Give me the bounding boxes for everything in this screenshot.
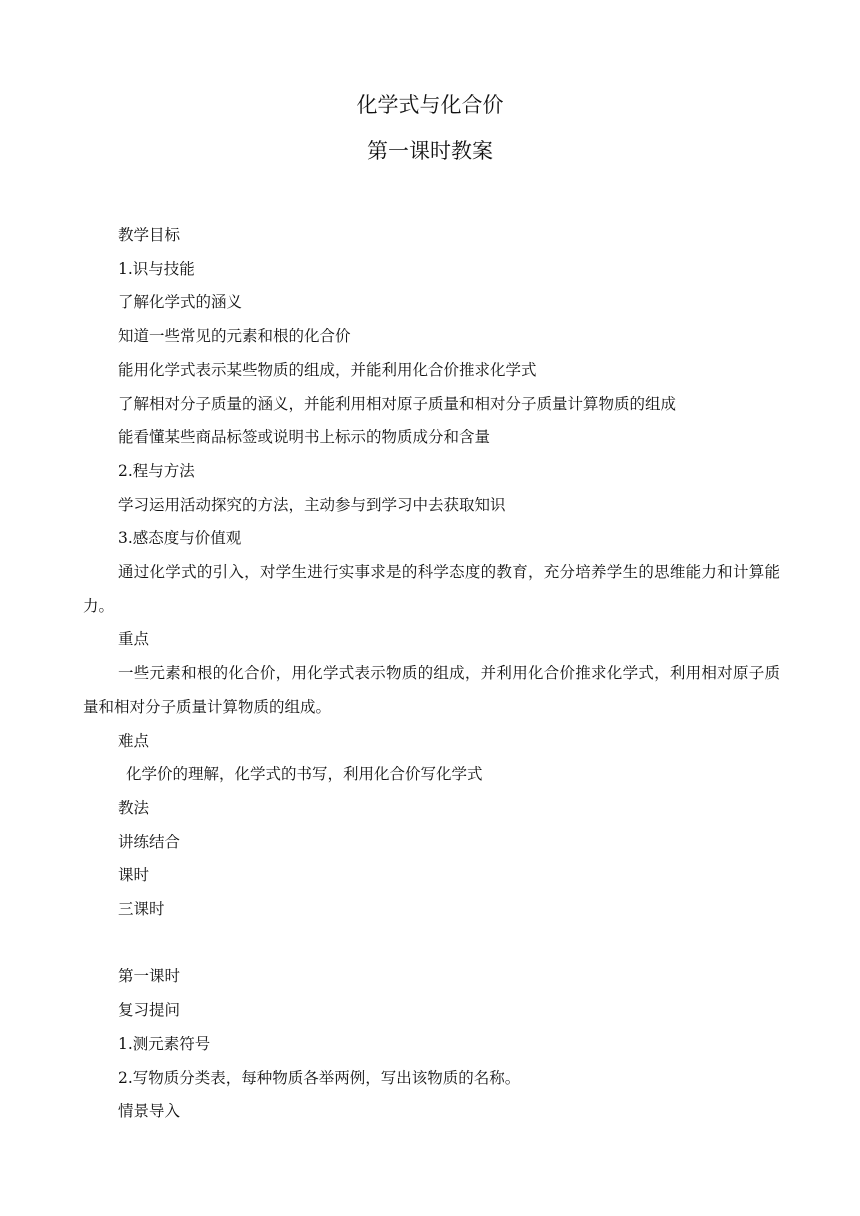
paragraph-key-points-text: 一些元素和根的化合价，用化学式表示物质的组成，并利用化合价推求化学式，利用相对原子质量和相对分子质量计算物质的组成。	[83, 664, 780, 716]
paragraph-class-hours-heading: 课时	[118, 866, 150, 885]
paragraph-difficulties-heading: 难点	[118, 731, 150, 750]
blank-line	[83, 927, 780, 961]
paragraph-review-item: 1.测元素符号	[118, 1034, 211, 1053]
paragraph-first-lesson-heading: 第一课时	[118, 967, 181, 986]
paragraph-review-heading: 复习提问	[118, 1001, 181, 1020]
paragraph-class-hours-text: 三课时	[118, 900, 165, 919]
paragraph-goal-item: 通过化学式的引入，对学生进行实事求是的科学态度的教育，充分培养学生的思维能力和计算能力。	[83, 563, 780, 615]
paragraph-key-points-heading: 重点	[118, 630, 150, 649]
paragraph-review-item: 2.写物质分类表，每种物质各举两例，写出该物质的名称。	[118, 1068, 521, 1087]
paragraph-goal-item: 了解化学式的涵义	[118, 293, 243, 312]
paragraph-process-method-heading: 2.程与方法	[118, 461, 195, 480]
paragraph-knowledge-skills-heading: 1.识与技能	[118, 259, 195, 278]
paragraph-goal-item: 知道一些常见的元素和根的化合价	[118, 327, 351, 346]
paragraph-goal-item: 能看懂某些商品标签或说明书上标示的物质成分和含量	[118, 428, 491, 447]
paragraph-difficulties-text: 化学价的理解，化学式的书写，利用化合价写化学式	[126, 765, 483, 784]
paragraph-goal-item: 学习运用活动探究的方法，主动参与到学习中去获取知识	[118, 495, 506, 514]
document-subtitle: 第一课时教案	[367, 139, 493, 163]
paragraph-teaching-method-text: 讲练结合	[118, 832, 181, 851]
paragraph-teaching-goals-heading: 教学目标	[118, 226, 181, 244]
paragraph-goal-item: 了解相对分子质量的涵义，并能利用相对原子质量和相对分子质量计算物质的组成	[118, 394, 677, 413]
paragraph-scenario-intro-heading: 情景导入	[118, 1102, 181, 1121]
paragraph-attitude-values-heading: 3.感态度与价值观	[118, 529, 242, 548]
paragraph-teaching-method-heading: 教法	[118, 798, 150, 817]
document-body	[83, 219, 780, 1129]
paragraph-goal-item: 能用化学式表示某些物质的组成，并能利用化合价推求化学式	[118, 360, 537, 379]
document-title: 化学式与化合价	[356, 93, 504, 117]
